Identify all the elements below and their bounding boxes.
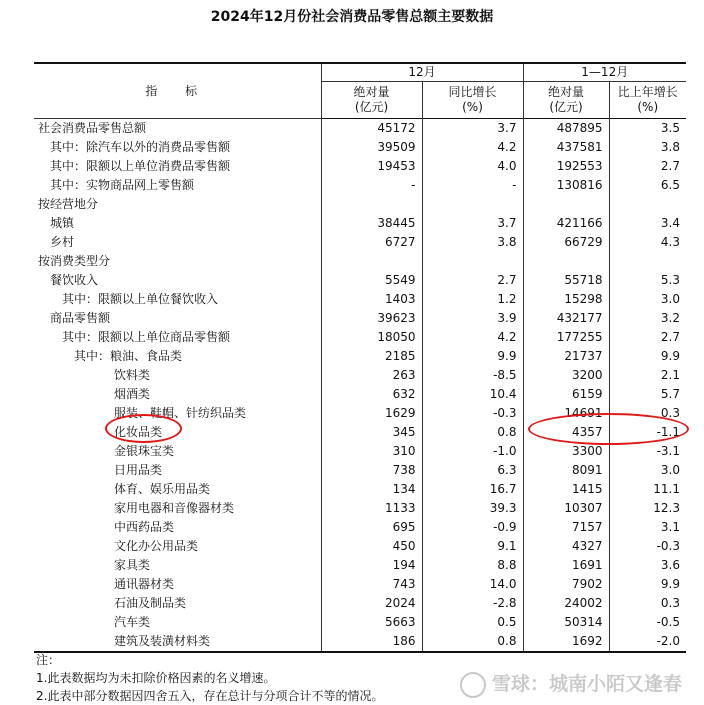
ytd-yoy-value: 3.2 — [609, 309, 686, 328]
ytd-yoy-value: 12.3 — [609, 499, 686, 518]
row-label: 通讯器材类 — [114, 577, 175, 591]
ytd-abs-value: 4327 — [523, 537, 609, 556]
dec-yoy-value: -0.3 — [422, 404, 523, 423]
dec-abs-value: 134 — [321, 480, 422, 499]
table-row — [34, 328, 686, 347]
dec-abs-value: 1629 — [321, 404, 422, 423]
dec-yoy-value: 14.0 — [422, 575, 523, 594]
dec-abs-value: 345 — [321, 423, 422, 442]
dec-abs-value: 18050 — [321, 328, 422, 347]
table-row — [34, 366, 686, 385]
row-label: 其中：限额以上单位消费品零售额 — [50, 159, 231, 173]
table-row — [34, 442, 686, 461]
dec-abs-value: 39623 — [321, 309, 422, 328]
row-label: 按消费类型分 — [38, 254, 111, 268]
dec-yoy-value: 4.0 — [422, 157, 523, 176]
ytd-abs-value: 15298 — [523, 290, 609, 309]
table-row — [34, 214, 686, 233]
row-label: 社会消费品零售总额 — [38, 121, 147, 135]
table-row — [34, 385, 686, 404]
table-row — [34, 119, 686, 139]
dec-abs-value: 38445 — [321, 214, 422, 233]
ytd-abs-value: 432177 — [523, 309, 609, 328]
ytd-yoy-header-line1: 比上年增长 — [617, 85, 678, 99]
dec-yoy-value: 1.2 — [422, 290, 523, 309]
ytd-abs-value: 3200 — [523, 366, 609, 385]
dec-yoy-value: 4.2 — [422, 328, 523, 347]
table-row — [34, 309, 686, 328]
dec-abs-value: 450 — [321, 537, 422, 556]
ytd-abs-value: 1691 — [523, 556, 609, 575]
table-row — [34, 499, 686, 518]
ytd-yoy-value: 4.3 — [609, 233, 686, 252]
watermark-text: 雪球：城南小陌又逢春 — [491, 673, 682, 695]
ytd-yoy-value: 3.8 — [609, 138, 686, 157]
row-label: 商品零售额 — [50, 311, 111, 325]
ytd-yoy-value: 2.7 — [609, 328, 686, 347]
ytd-yoy-value: 3.0 — [609, 290, 686, 309]
row-label: 餐饮收入 — [50, 273, 99, 287]
ytd-yoy-value: 3.0 — [609, 461, 686, 480]
dec-yoy-value: 2.7 — [422, 271, 523, 290]
ytd-abs-value: 4357 — [523, 423, 609, 442]
snowball-logo-icon — [460, 672, 486, 698]
ytd-yoy-value: 11.1 — [609, 480, 686, 499]
dec-abs-value: 1403 — [321, 290, 422, 309]
row-label: 其中：粮油、食品类 — [74, 349, 183, 363]
row-label: 其中：实物商品网上零售额 — [50, 178, 195, 192]
table-row — [34, 632, 686, 652]
ytd-abs-value: 24002 — [523, 594, 609, 613]
ytd-yoy-value: 2.1 — [609, 366, 686, 385]
note-2: 2.此表中部分数据因四舍五入，存在总计与分项合计不等的情况。 — [36, 689, 384, 703]
table-row — [34, 537, 686, 556]
ytd-yoy-value: 0.3 — [609, 404, 686, 423]
dec-abs-header — [321, 82, 422, 119]
dec-yoy-value: 8.8 — [422, 556, 523, 575]
dec-yoy-value: 0.8 — [422, 423, 523, 442]
dec-yoy-value: 10.4 — [422, 385, 523, 404]
row-label: 服装、鞋帽、针纺织品类 — [114, 406, 247, 420]
ytd-yoy-value — [609, 195, 686, 214]
dec-abs-value: 19453 — [321, 157, 422, 176]
row-label: 化妆品类 — [114, 425, 163, 439]
dec-abs-value: 5549 — [321, 271, 422, 290]
ytd-yoy-value: -3.1 — [609, 442, 686, 461]
dec-abs-header-line1: 绝对量 — [353, 85, 390, 99]
dec-yoy-value: -1.0 — [422, 442, 523, 461]
row-label: 其中：限额以上单位商品零售额 — [62, 330, 231, 344]
ytd-yoy-value: -1.1 — [609, 423, 686, 442]
dec-abs-value: 186 — [321, 632, 422, 652]
dec-abs-value: 2024 — [321, 594, 422, 613]
ytd-yoy-value: 3.4 — [609, 214, 686, 233]
ytd-abs-value: 177255 — [523, 328, 609, 347]
table-row — [34, 461, 686, 480]
page-title: 2024年12月份社会消费品零售总额主要数据 — [210, 9, 494, 25]
table-row — [34, 613, 686, 632]
ytd-abs-value: 130816 — [523, 176, 609, 195]
ytd-abs-value: 192553 — [523, 157, 609, 176]
ytd-yoy-value: 2.7 — [609, 157, 686, 176]
row-label: 中西药品类 — [114, 520, 175, 534]
dec-yoy-value: 9.1 — [422, 537, 523, 556]
dec-abs-value: 2185 — [321, 347, 422, 366]
ytd-yoy-value: -0.5 — [609, 613, 686, 632]
december-header: 12月 — [321, 63, 523, 82]
ytd-abs-value — [523, 252, 609, 271]
table-row — [34, 176, 686, 195]
ytd-abs-value: 437581 — [523, 138, 609, 157]
dec-yoy-value: 0.5 — [422, 613, 523, 632]
indicator-header: 指 标 — [34, 63, 321, 119]
dec-yoy-value: -2.8 — [422, 594, 523, 613]
table-row — [34, 157, 686, 176]
ytd-abs-value: 421166 — [523, 214, 609, 233]
table-row — [34, 594, 686, 613]
dec-yoy-value: -0.9 — [422, 518, 523, 537]
ytd-abs-value: 55718 — [523, 271, 609, 290]
dec-yoy-value: - — [422, 176, 523, 195]
notes-heading: 注： — [36, 653, 61, 667]
ytd-abs-value: 487895 — [523, 119, 609, 139]
dec-abs-value: 738 — [321, 461, 422, 480]
dec-yoy-value — [422, 252, 523, 271]
footnotes — [36, 651, 383, 705]
dec-yoy-value: 9.9 — [422, 347, 523, 366]
ytd-yoy-value: 3.5 — [609, 119, 686, 139]
dec-yoy-value: 4.2 — [422, 138, 523, 157]
table-header — [34, 63, 686, 119]
dec-abs-value: - — [321, 176, 422, 195]
dec-yoy-value: 0.8 — [422, 632, 523, 652]
dec-yoy-header-line2: (%) — [462, 100, 483, 114]
dec-abs-header-line2: (亿元) — [354, 100, 389, 114]
row-label: 汽车类 — [114, 615, 151, 629]
table-row — [34, 575, 686, 594]
ytd-abs-value: 1415 — [523, 480, 609, 499]
dec-yoy-value: 3.9 — [422, 309, 523, 328]
dec-abs-value — [321, 195, 422, 214]
ytd-yoy-value: 3.6 — [609, 556, 686, 575]
ytd-yoy-value: 5.7 — [609, 385, 686, 404]
table-row — [34, 556, 686, 575]
dec-abs-value: 632 — [321, 385, 422, 404]
ytd-abs-value: 1692 — [523, 632, 609, 652]
data-table — [34, 62, 686, 653]
ytd-abs-value: 10307 — [523, 499, 609, 518]
row-label: 城镇 — [50, 216, 75, 230]
dec-abs-value: 695 — [321, 518, 422, 537]
dec-yoy-value: 3.7 — [422, 119, 523, 139]
dec-yoy-header-line1: 同比增长 — [448, 85, 497, 99]
row-label: 乡村 — [50, 235, 75, 249]
table-row — [34, 480, 686, 499]
table-row — [34, 271, 686, 290]
dec-yoy-header — [422, 82, 523, 119]
row-label: 体育、娱乐用品类 — [114, 482, 211, 496]
row-label: 日用品类 — [114, 463, 163, 477]
row-label: 家具类 — [114, 558, 151, 572]
dec-yoy-value: 6.3 — [422, 461, 523, 480]
note-1: 1.此表数据均为未扣除价格因素的名义增速。 — [36, 671, 276, 685]
dec-abs-value — [321, 252, 422, 271]
ytd-abs-value: 21737 — [523, 347, 609, 366]
ytd-yoy-value: 3.1 — [609, 518, 686, 537]
table-row — [34, 347, 686, 366]
ytd-yoy-value: -2.0 — [609, 632, 686, 652]
ytd-abs-value: 7157 — [523, 518, 609, 537]
dec-abs-value: 5663 — [321, 613, 422, 632]
ytd-abs-value: 66729 — [523, 233, 609, 252]
table-row — [34, 252, 686, 271]
row-label: 其中：除汽车以外的消费品零售额 — [50, 140, 231, 154]
row-label: 石油及制品类 — [114, 596, 187, 610]
row-label: 金银珠宝类 — [114, 444, 175, 458]
ytd-abs-value: 3300 — [523, 442, 609, 461]
dec-yoy-value: 3.8 — [422, 233, 523, 252]
ytd-abs-value: 7902 — [523, 575, 609, 594]
dec-yoy-value: 16.7 — [422, 480, 523, 499]
ytd-yoy-value: 5.3 — [609, 271, 686, 290]
ytd-yoy-value: 6.5 — [609, 176, 686, 195]
table-row — [34, 518, 686, 537]
watermark — [460, 669, 682, 698]
table-row — [34, 290, 686, 309]
table-row — [34, 195, 686, 214]
ytd-abs-value: 8091 — [523, 461, 609, 480]
dec-abs-value: 743 — [321, 575, 422, 594]
dec-yoy-value: 39.3 — [422, 499, 523, 518]
ytd-yoy-header-line2: (%) — [637, 100, 659, 114]
ytd-abs-header-line2: (亿元) — [549, 100, 583, 114]
row-label: 文化办公用品类 — [114, 539, 199, 553]
highlight-circle-cosmetics-ytd-values — [528, 413, 689, 445]
highlight-circle-cosmetics-label — [105, 414, 182, 443]
dec-yoy-value: -8.5 — [422, 366, 523, 385]
row-label: 饮料类 — [114, 368, 151, 382]
ytd-yoy-value: 9.9 — [609, 575, 686, 594]
ytd-yoy-value: 9.9 — [609, 347, 686, 366]
ytd-abs-value — [523, 195, 609, 214]
dec-yoy-value — [422, 195, 523, 214]
ytd-abs-value: 50314 — [523, 613, 609, 632]
ytd-yoy-header — [609, 82, 686, 119]
row-label: 烟酒类 — [114, 387, 151, 401]
ytd-abs-header-line1: 绝对量 — [547, 85, 584, 99]
row-label: 按经营地分 — [38, 197, 99, 211]
dec-abs-value: 1133 — [321, 499, 422, 518]
ytd-yoy-value: -0.3 — [609, 537, 686, 556]
dec-abs-value: 6727 — [321, 233, 422, 252]
table-body — [34, 119, 686, 653]
dec-abs-value: 310 — [321, 442, 422, 461]
ytd-abs-header — [523, 82, 609, 119]
dec-abs-value: 45172 — [321, 119, 422, 139]
ytd-abs-value: 6159 — [523, 385, 609, 404]
dec-abs-value: 263 — [321, 366, 422, 385]
row-label: 其中：限额以上单位餐饮收入 — [62, 292, 219, 306]
dec-abs-value: 39509 — [321, 138, 422, 157]
ytd-abs-value: 14691 — [523, 404, 609, 423]
ytd-yoy-value: 0.3 — [609, 594, 686, 613]
table-row — [34, 233, 686, 252]
row-label: 建筑及装潢材料类 — [114, 634, 211, 648]
table-row — [34, 138, 686, 157]
ytd-header: 1—12月 — [523, 63, 686, 82]
dec-yoy-value: 3.7 — [422, 214, 523, 233]
ytd-yoy-value — [609, 252, 686, 271]
row-label: 家用电器和音像器材类 — [114, 501, 235, 515]
dec-abs-value: 194 — [321, 556, 422, 575]
